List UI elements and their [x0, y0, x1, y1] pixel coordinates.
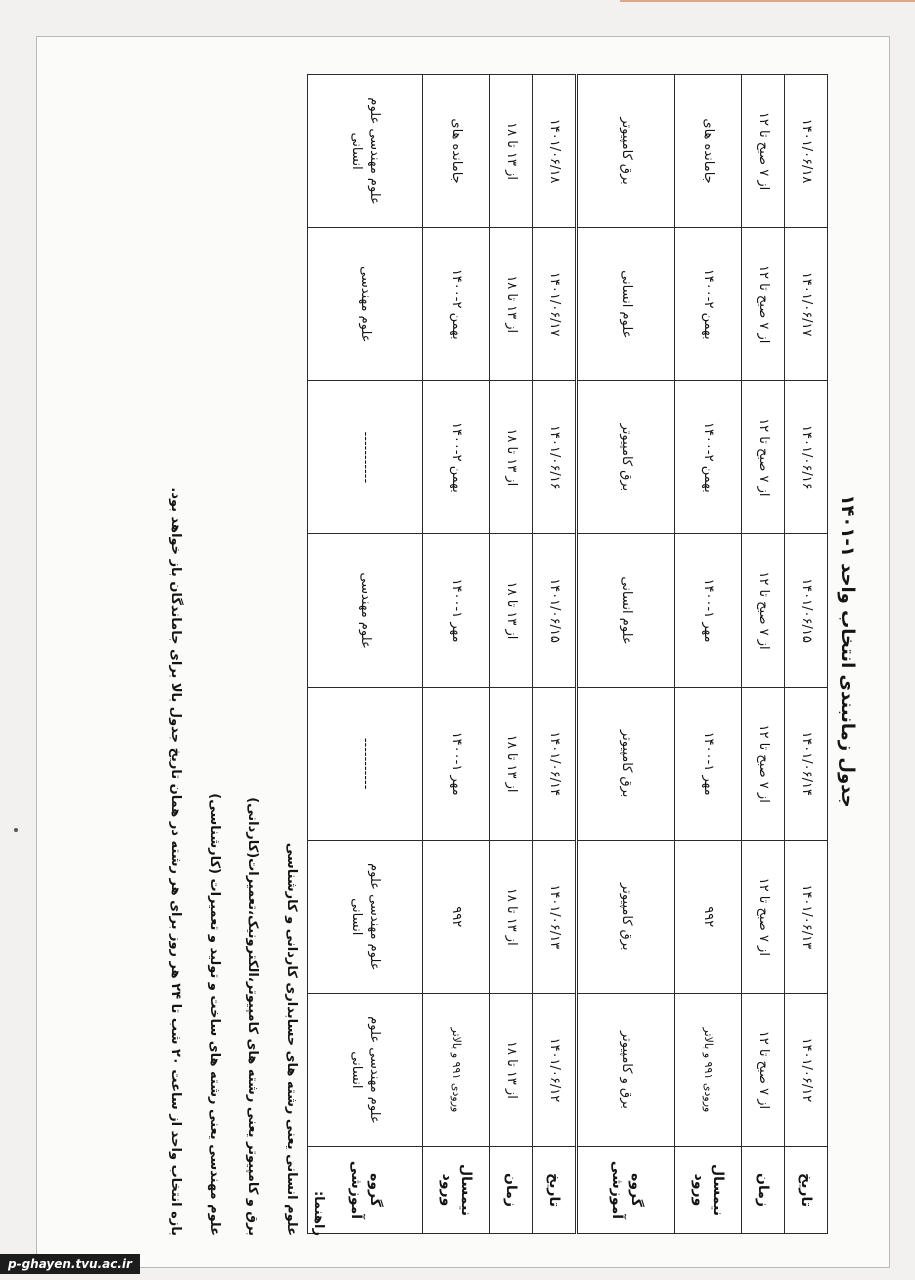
cell-time: از ۱۳ تا ۱۸ [490, 534, 533, 687]
cell-date: ۱۴۰۱/۰۶/۱۲ [533, 993, 576, 1146]
row-header-time: زمان [490, 1147, 533, 1234]
row-header-date: تاریخ [785, 1147, 828, 1234]
cell-time: از ۷ صبح تا ۱۲ [742, 993, 785, 1146]
cell-group: ----------- [308, 687, 423, 840]
afternoon-schedule-table [307, 74, 576, 1234]
cell-time: از ۷ صبح تا ۱۲ [742, 381, 785, 534]
row-header-date: تاریخ [533, 1147, 576, 1234]
cell-group: علوم مهندسی [308, 534, 423, 687]
cell-group: علوم انسانی [578, 228, 675, 381]
cell-time: از ۱۳ تا ۱۸ [490, 381, 533, 534]
cell-group: علوم مهندسی علوم انسانی [308, 993, 423, 1146]
rotated-document [36, 36, 888, 1266]
cell-date: ۱۴۰۱/۰۶/۱۵ [533, 534, 576, 687]
cell-semester: ورودی ۹۹۱ و بالاتر [423, 993, 490, 1146]
cell-date: ۱۴۰۱/۰۶/۱۶ [785, 381, 828, 534]
cell-semester: بهمن ۲-۱۴۰۰ [675, 381, 742, 534]
cell-time: از ۷ صبح تا ۱۲ [742, 75, 785, 228]
cell-time: از ۱۳ تا ۱۸ [490, 75, 533, 228]
cell-group: برق کامپیوتر [578, 381, 675, 534]
cell-group: علوم مهندسی علوم انسانی [308, 840, 423, 993]
cell-semester: جامانده های [675, 75, 742, 228]
cell-semester: مهر ۱-۱۴۰۰ [423, 687, 490, 840]
cell-group: علوم مهندسی [308, 228, 423, 381]
document-title: جدول زمانبندی انتخاب واحد ۱-۱۴۰۱ [837, 494, 858, 808]
cell-group: علوم مهندسی علوم انسانی [308, 75, 423, 228]
cell-time: از ۱۳ تا ۱۸ [490, 228, 533, 381]
table-row-time [490, 75, 533, 1234]
row-header-group: گروه آموزشی [308, 1147, 423, 1234]
cell-semester: ورودی ۹۹۱ و بالاتر [675, 993, 742, 1146]
row-header-semester: نیمسال ورود [675, 1147, 742, 1234]
cell-time: از ۱۳ تا ۱۸ [490, 840, 533, 993]
note-electrical-computer: برق و کامپیوتر یعنی رشته های کامپیوتر،الکترونیک،تعمیرات(کاردانی) [245, 797, 261, 1236]
cell-date: ۱۴۰۱/۰۶/۱۵ [785, 534, 828, 687]
cell-semester: بهمن ۲-۱۴۰۰ [423, 381, 490, 534]
cell-time: از ۱۳ تا ۱۸ [490, 687, 533, 840]
cell-semester: مهر ۱-۱۴۰۰ [675, 687, 742, 840]
table-row-date [785, 75, 828, 1234]
cell-date: ۱۴۰۱/۰۶/۱۴ [785, 687, 828, 840]
cell-date: ۱۴۰۱/۰۶/۱۶ [533, 381, 576, 534]
row-header-time: زمان [742, 1147, 785, 1234]
cell-time: از ۷ صبح تا ۱۲ [742, 840, 785, 993]
table-row-date [533, 75, 576, 1234]
cell-time: از ۷ صبح تا ۱۲ [742, 687, 785, 840]
morning-schedule-table [577, 74, 828, 1234]
cell-group: برق کامپیوتر [578, 75, 675, 228]
cell-time: از ۷ صبح تا ۱۲ [742, 228, 785, 381]
cell-date: ۱۴۰۱/۰۶/۱۴ [533, 687, 576, 840]
cell-semester: بهمن ۲-۱۴۰۰ [423, 228, 490, 381]
cell-semester: مهر ۱-۱۴۰۰ [675, 534, 742, 687]
scan-dot [14, 828, 18, 832]
row-header-group: گروه آموزشی [578, 1147, 675, 1234]
table-row-group [578, 75, 675, 1234]
note-engineering: علوم مهندسی یعنی رشته های ساخت و تولید و تعمیرات (کارشناسی) [206, 793, 222, 1236]
cell-date: ۱۴۰۱/۰۶/۱۲ [785, 993, 828, 1146]
note-late-registration: بازه انتخاب واحد از ساعت ۲۰ شب تا ۲۴ هر روز برای هر رشته در همان تاریخ جدول بالا برای جاماندگان باز خواهد بود. [167, 487, 183, 1236]
cell-time: از ۷ صبح تا ۱۲ [742, 534, 785, 687]
cell-date: ۱۴۰۱/۰۶/۱۷ [533, 228, 576, 381]
note-humanities: علوم انسانی یعنی رشته های حسابداری کاردانی و کارشناسی [284, 842, 300, 1236]
table-row-semester [675, 75, 742, 1234]
cell-date: ۱۴۰۱/۰۶/۱۸ [533, 75, 576, 228]
cell-date: ۱۴۰۱/۰۶/۱۸ [785, 75, 828, 228]
cell-date: ۱۴۰۱/۰۶/۱۳ [533, 840, 576, 993]
cell-group: برق و کامپیوتر [578, 993, 675, 1146]
cell-date: ۱۴۰۱/۰۶/۱۷ [785, 228, 828, 381]
cell-group: برق کامپیوتر [578, 687, 675, 840]
page-top-rule [620, 0, 915, 2]
cell-semester: مهر ۱-۱۴۰۰ [423, 534, 490, 687]
cell-group: برق کامپیوتر [578, 840, 675, 993]
cell-semester: ۹۹۲ [675, 840, 742, 993]
site-url-watermark: p-ghayen.tvu.ac.ir [0, 1254, 140, 1274]
cell-group: ----------- [308, 381, 423, 534]
row-header-semester: نیمسال ورود [423, 1147, 490, 1234]
cell-semester: بهمن ۲-۱۴۰۰ [675, 228, 742, 381]
cell-date: ۱۴۰۱/۰۶/۱۳ [785, 840, 828, 993]
cell-group: علوم انسانی [578, 534, 675, 687]
guide-notes [146, 336, 328, 1236]
table-row-time [742, 75, 785, 1234]
cell-time: از ۱۳ تا ۱۸ [490, 993, 533, 1146]
guide-label: راهنما: [311, 1190, 326, 1236]
cell-semester: جامانده های [423, 75, 490, 228]
cell-semester: ۹۹۲ [423, 840, 490, 993]
table-row-semester [423, 75, 490, 1234]
